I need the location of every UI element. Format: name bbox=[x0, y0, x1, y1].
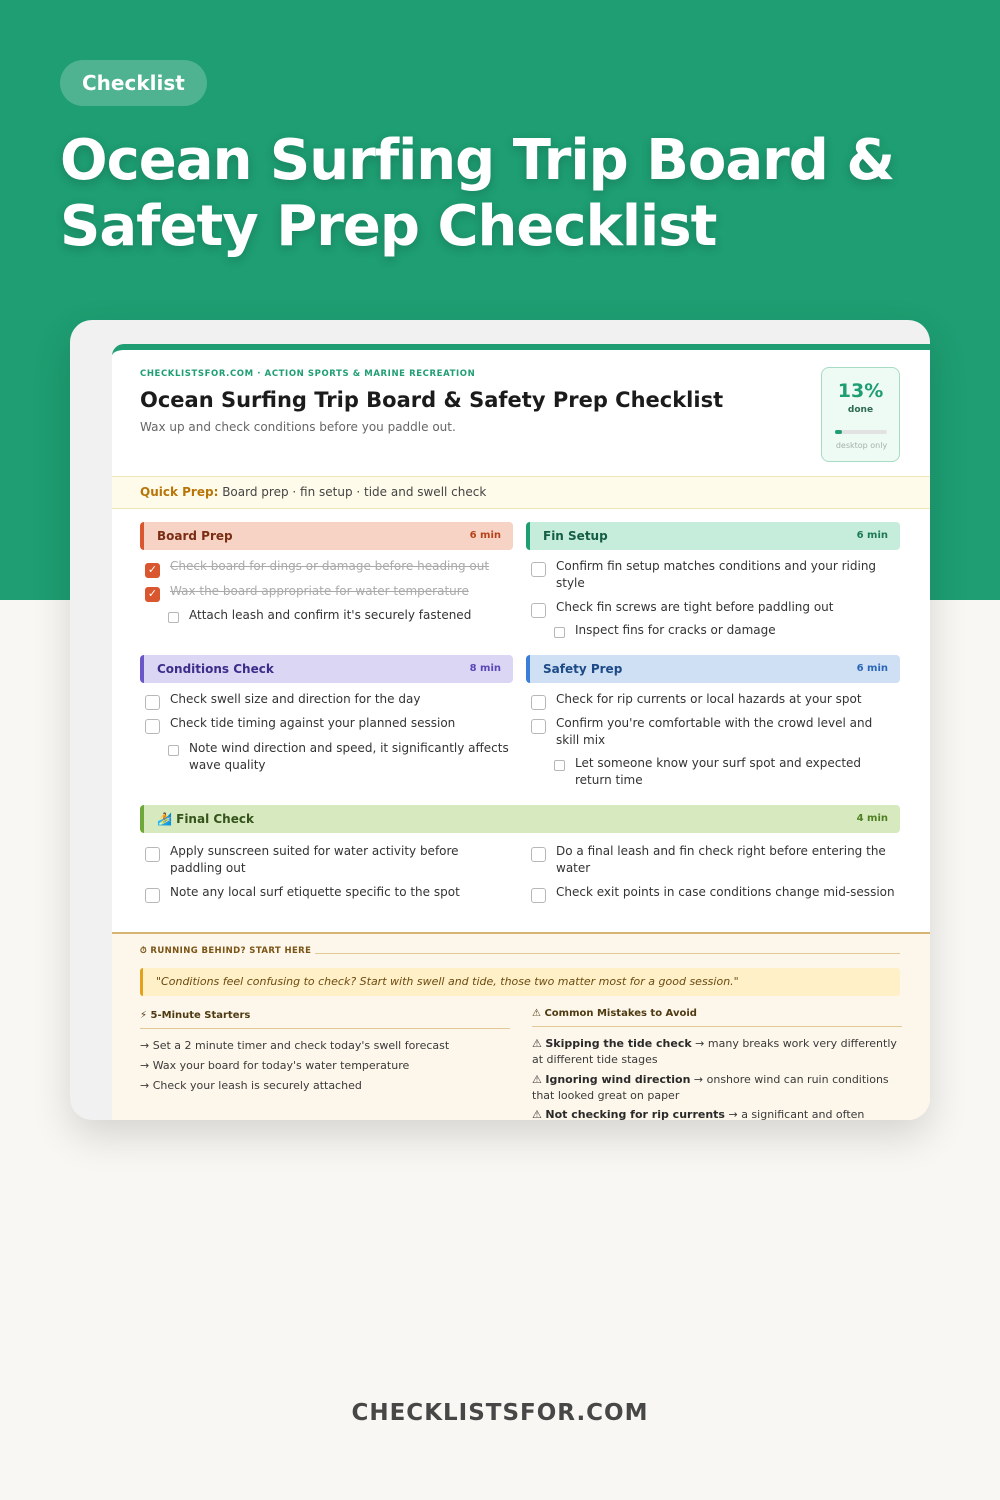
checkbox[interactable] bbox=[168, 745, 179, 756]
mistake-title: Ignoring wind direction bbox=[545, 1073, 691, 1086]
progress-bar bbox=[835, 430, 887, 434]
checkbox[interactable] bbox=[531, 603, 546, 618]
progress-label: done bbox=[847, 405, 874, 415]
checklist-item-text: Note any local surf etiquette specific to the spot bbox=[170, 885, 460, 899]
checklist-item-text: Check board for dings or damage before heading out bbox=[170, 559, 490, 573]
warning-icon: ⚠ bbox=[532, 1037, 542, 1050]
mistake-item bbox=[532, 1036, 902, 1068]
divider bbox=[315, 953, 900, 954]
mistake-detail: → a significant and often bbox=[728, 1108, 865, 1120]
mistake-item bbox=[532, 1107, 902, 1120]
section-title: 🏄 Final Check bbox=[157, 812, 254, 826]
section-duration: 4 min bbox=[856, 813, 888, 824]
checklist-item-text: Check fin screws are tight before paddling out bbox=[556, 600, 834, 614]
checklist-item-text: Confirm you're comfortable with the crowd level and skill mix bbox=[556, 716, 873, 747]
section-title: Safety Prep bbox=[543, 662, 623, 676]
section-board-prep bbox=[140, 522, 513, 550]
category-pill: Checklist bbox=[60, 60, 207, 106]
preview-frame bbox=[70, 320, 930, 1120]
section-duration: 6 min bbox=[469, 530, 501, 541]
warning-icon: ⚠ bbox=[532, 1073, 542, 1086]
checkbox[interactable] bbox=[531, 847, 546, 862]
checkbox[interactable] bbox=[145, 695, 160, 710]
hero-title: Ocean Surfing Trip Board & Safety Prep Checklist bbox=[60, 128, 895, 259]
checklist-item-text: Do a final leash and fin check right before entering the water bbox=[556, 844, 886, 875]
checkbox[interactable] bbox=[168, 612, 179, 623]
checklist-item-text: Apply sunscreen suited for water activity before paddling out bbox=[170, 844, 459, 875]
checklist-page bbox=[112, 344, 930, 1120]
running-behind-panel bbox=[112, 932, 930, 1120]
checkbox[interactable] bbox=[531, 888, 546, 903]
checkbox[interactable] bbox=[554, 627, 565, 638]
quick-prep-bar bbox=[112, 476, 930, 509]
divider bbox=[532, 1026, 902, 1027]
checkbox[interactable] bbox=[531, 695, 546, 710]
section-duration: 8 min bbox=[469, 663, 501, 674]
checkbox[interactable] bbox=[145, 719, 160, 734]
section-duration: 6 min bbox=[856, 663, 888, 674]
section-final-check bbox=[140, 805, 900, 833]
checklist-item-text: Check tide timing against your planned session bbox=[170, 716, 456, 730]
section-safety-prep bbox=[526, 655, 900, 683]
checkbox[interactable] bbox=[531, 562, 546, 577]
site-footer: CHECKLISTSFOR.COM bbox=[351, 1400, 649, 1426]
checklist-item-text: Check swell size and direction for the day bbox=[170, 692, 421, 706]
mistake-item bbox=[532, 1072, 902, 1104]
section-fin-setup bbox=[526, 522, 900, 550]
progress-percent: 13% bbox=[837, 380, 884, 402]
quick-prep-label: Quick Prep: bbox=[140, 485, 219, 499]
starter-item: → Set a 2 minute timer and check today's swell forecast bbox=[140, 1039, 450, 1052]
checkbox[interactable] bbox=[145, 888, 160, 903]
starters-title: ⚡ 5-Minute Starters bbox=[140, 1010, 251, 1021]
checkbox[interactable] bbox=[554, 760, 565, 771]
tip-quote: "Conditions feel confusing to check? Start with swell and tide, those two matter most for a good session." bbox=[140, 968, 900, 996]
checkbox[interactable]: ✓ bbox=[145, 563, 160, 578]
section-title: Fin Setup bbox=[543, 529, 608, 543]
mistake-title: Not checking for rip currents bbox=[545, 1108, 725, 1120]
section-title: Conditions Check bbox=[157, 662, 274, 676]
section-title: Board Prep bbox=[157, 529, 233, 543]
checklist-item-text: Check for rip currents or local hazards at your spot bbox=[556, 692, 862, 706]
page-subtitle: Wax up and check conditions before you paddle out. bbox=[140, 420, 456, 434]
quick-prep-text: Board prep · fin setup · tide and swell check bbox=[222, 485, 487, 499]
checkbox[interactable] bbox=[531, 719, 546, 734]
starter-item: → Wax your board for today's water temperature bbox=[140, 1059, 410, 1072]
section-duration: 6 min bbox=[856, 530, 888, 541]
section-conditions-check bbox=[140, 655, 513, 683]
divider bbox=[140, 1028, 510, 1029]
checklist-item-text: Confirm fin setup matches conditions and your riding style bbox=[556, 559, 877, 590]
mistake-detail: → many breaks work very differently at different tide stages bbox=[532, 1037, 897, 1066]
progress-note: desktop only bbox=[835, 441, 888, 450]
progress-fill bbox=[835, 430, 842, 434]
checkbox[interactable]: ✓ bbox=[145, 587, 160, 602]
page-title: Ocean Surfing Trip Board & Safety Prep Checklist bbox=[140, 388, 724, 412]
mistake-title: Skipping the tide check bbox=[545, 1037, 692, 1050]
warning-icon: ⚠ bbox=[532, 1108, 542, 1120]
starter-item: → Check your leash is securely attached bbox=[140, 1079, 362, 1092]
running-behind-heading: ⏱ RUNNING BEHIND? START HERE bbox=[140, 946, 312, 956]
mistake-detail: → onshore wind can ruin conditions that looked great on paper bbox=[532, 1073, 889, 1102]
progress-card bbox=[821, 367, 900, 462]
checklist-item-text: Check exit points in case conditions change mid-session bbox=[556, 885, 895, 899]
checklist-item-text: Let someone know your surf spot and expected return time bbox=[575, 756, 862, 787]
checkbox[interactable] bbox=[145, 847, 160, 862]
checklist-item-text: Inspect fins for cracks or damage bbox=[575, 623, 776, 637]
mistakes-title: ⚠ Common Mistakes to Avoid bbox=[532, 1008, 697, 1019]
checklist-item-text: Attach leash and confirm it's securely fastened bbox=[189, 608, 472, 622]
checklist-item-text: Note wind direction and speed, it significantly affects wave quality bbox=[189, 741, 509, 772]
checklist-item-text: Wax the board appropriate for water temperature bbox=[170, 584, 469, 598]
site-eyebrow: CHECKLISTSFOR.COM · ACTION SPORTS & MARINE RECREATION bbox=[140, 369, 476, 379]
